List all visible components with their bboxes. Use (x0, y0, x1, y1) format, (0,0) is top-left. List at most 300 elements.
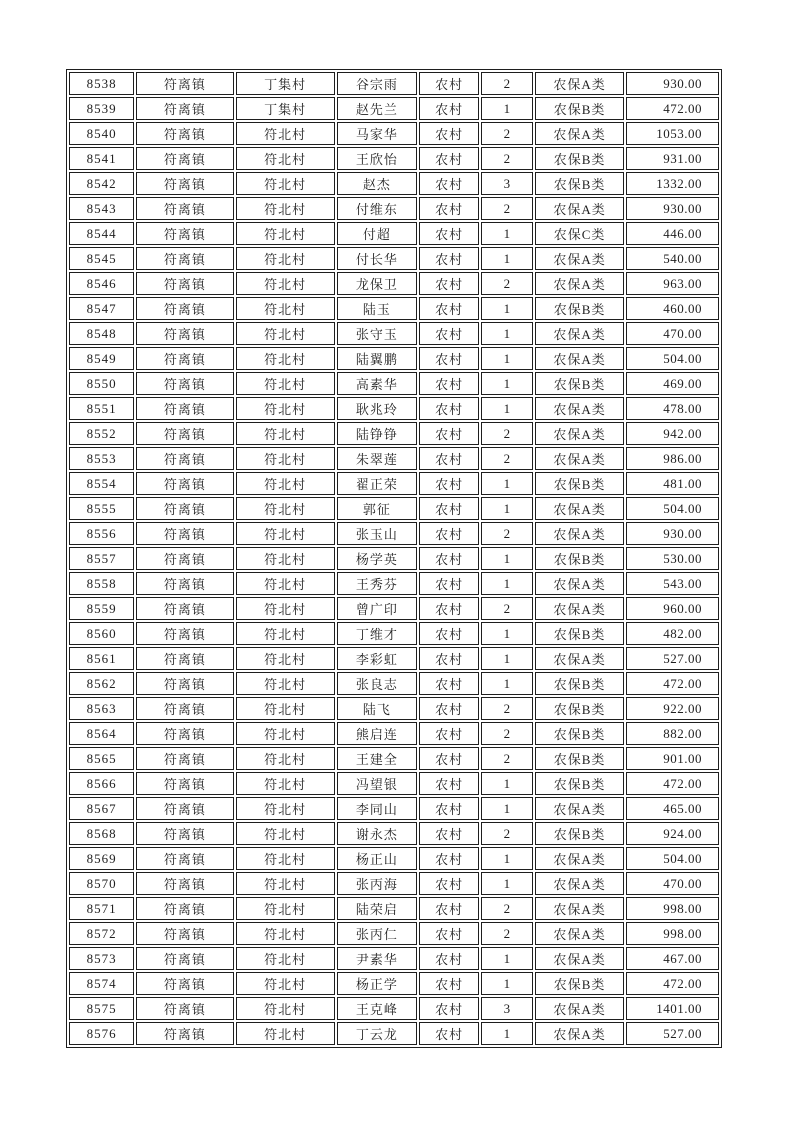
cell-person-count: 1 (481, 547, 533, 570)
cell-record-no: 8541 (69, 147, 134, 170)
cell-insurance-category: 农保B类 (535, 472, 623, 495)
table-row (69, 897, 719, 920)
table-row (69, 772, 719, 795)
cell-residence-type: 农村 (419, 372, 479, 395)
cell-village: 符北村 (236, 897, 335, 920)
cell-residence-type: 农村 (419, 672, 479, 695)
cell-record-no: 8547 (69, 297, 134, 320)
cell-person-name: 丁维才 (337, 622, 417, 645)
table-row (69, 747, 719, 770)
cell-amount: 942.00 (626, 422, 719, 445)
cell-person-count: 3 (481, 172, 533, 195)
cell-record-no: 8560 (69, 622, 134, 645)
cell-record-no: 8571 (69, 897, 134, 920)
cell-insurance-category: 农保A类 (535, 797, 623, 820)
cell-person-count: 1 (481, 322, 533, 345)
cell-amount: 460.00 (626, 297, 719, 320)
cell-insurance-category: 农保B类 (535, 722, 623, 745)
cell-record-no: 8564 (69, 722, 134, 745)
cell-town: 符离镇 (136, 822, 233, 845)
cell-person-count: 2 (481, 197, 533, 220)
cell-amount: 472.00 (626, 972, 719, 995)
cell-town: 符离镇 (136, 672, 233, 695)
cell-person-count: 1 (481, 472, 533, 495)
cell-person-name: 王欣怡 (337, 147, 417, 170)
cell-person-name: 李同山 (337, 797, 417, 820)
cell-amount: 930.00 (626, 522, 719, 545)
table-row (69, 1022, 719, 1045)
table-row (69, 72, 719, 95)
cell-insurance-category: 农保A类 (535, 872, 623, 895)
cell-insurance-category: 农保B类 (535, 697, 623, 720)
cell-person-name: 陆翼鹏 (337, 347, 417, 370)
cell-residence-type: 农村 (419, 647, 479, 670)
cell-person-count: 1 (481, 872, 533, 895)
cell-village: 符北村 (236, 622, 335, 645)
cell-amount: 901.00 (626, 747, 719, 770)
cell-amount: 504.00 (626, 497, 719, 520)
cell-village: 符北村 (236, 772, 335, 795)
cell-village: 符北村 (236, 422, 335, 445)
cell-town: 符离镇 (136, 722, 233, 745)
table-row (69, 422, 719, 445)
cell-village: 符北村 (236, 747, 335, 770)
cell-insurance-category: 农保A类 (535, 947, 623, 970)
cell-village: 符北村 (236, 572, 335, 595)
cell-person-count: 2 (481, 522, 533, 545)
table-row (69, 622, 719, 645)
cell-residence-type: 农村 (419, 922, 479, 945)
table-row (69, 222, 719, 245)
cell-record-no: 8543 (69, 197, 134, 220)
cell-person-name: 高素华 (337, 372, 417, 395)
cell-residence-type: 农村 (419, 597, 479, 620)
table-row (69, 197, 719, 220)
cell-person-name: 丁云龙 (337, 1022, 417, 1045)
cell-person-count: 2 (481, 597, 533, 620)
cell-person-count: 1 (481, 847, 533, 870)
cell-town: 符离镇 (136, 547, 233, 570)
cell-record-no: 8569 (69, 847, 134, 870)
cell-person-name: 王秀芬 (337, 572, 417, 595)
table-row (69, 522, 719, 545)
cell-person-count: 1 (481, 1022, 533, 1045)
cell-record-no: 8539 (69, 97, 134, 120)
cell-residence-type: 农村 (419, 247, 479, 270)
cell-person-name: 张丙仁 (337, 922, 417, 945)
cell-residence-type: 农村 (419, 72, 479, 95)
cell-person-count: 1 (481, 397, 533, 420)
cell-town: 符离镇 (136, 647, 233, 670)
cell-residence-type: 农村 (419, 97, 479, 120)
cell-amount: 530.00 (626, 547, 719, 570)
cell-insurance-category: 农保C类 (535, 222, 623, 245)
cell-person-count: 2 (481, 722, 533, 745)
cell-record-no: 8558 (69, 572, 134, 595)
cell-insurance-category: 农保B类 (535, 97, 623, 120)
table-row (69, 497, 719, 520)
cell-person-name: 朱翠莲 (337, 447, 417, 470)
cell-person-name: 冯望银 (337, 772, 417, 795)
cell-insurance-category: 农保A类 (535, 272, 623, 295)
cell-town: 符离镇 (136, 447, 233, 470)
cell-record-no: 8548 (69, 322, 134, 345)
table-row (69, 347, 719, 370)
cell-amount: 469.00 (626, 372, 719, 395)
cell-insurance-category: 农保A类 (535, 597, 623, 620)
table-row (69, 922, 719, 945)
cell-record-no: 8568 (69, 822, 134, 845)
cell-record-no: 8562 (69, 672, 134, 695)
cell-amount: 930.00 (626, 72, 719, 95)
cell-village: 符北村 (236, 347, 335, 370)
cell-residence-type: 农村 (419, 147, 479, 170)
cell-town: 符离镇 (136, 272, 233, 295)
cell-insurance-category: 农保B类 (535, 622, 623, 645)
cell-residence-type: 农村 (419, 847, 479, 870)
cell-person-name: 付超 (337, 222, 417, 245)
cell-person-count: 2 (481, 922, 533, 945)
cell-insurance-category: 农保B类 (535, 672, 623, 695)
cell-insurance-category: 农保A类 (535, 497, 623, 520)
cell-record-no: 8544 (69, 222, 134, 245)
cell-person-name: 尹素华 (337, 947, 417, 970)
cell-residence-type: 农村 (419, 722, 479, 745)
cell-town: 符离镇 (136, 497, 233, 520)
cell-person-name: 付维东 (337, 197, 417, 220)
cell-residence-type: 农村 (419, 122, 479, 145)
cell-village: 符北村 (236, 147, 335, 170)
cell-insurance-category: 农保A类 (535, 397, 623, 420)
cell-residence-type: 农村 (419, 622, 479, 645)
cell-record-no: 8572 (69, 922, 134, 945)
cell-village: 符北村 (236, 697, 335, 720)
cell-town: 符离镇 (136, 797, 233, 820)
cell-person-count: 1 (481, 972, 533, 995)
cell-residence-type: 农村 (419, 397, 479, 420)
cell-record-no: 8553 (69, 447, 134, 470)
cell-village: 丁集村 (236, 97, 335, 120)
cell-person-name: 耿兆玲 (337, 397, 417, 420)
table-row (69, 797, 719, 820)
cell-village: 符北村 (236, 972, 335, 995)
cell-person-name: 陆荣启 (337, 897, 417, 920)
cell-residence-type: 农村 (419, 747, 479, 770)
cell-village: 符北村 (236, 447, 335, 470)
cell-residence-type: 农村 (419, 897, 479, 920)
cell-amount: 470.00 (626, 872, 719, 895)
table-row (69, 947, 719, 970)
cell-person-name: 谷宗雨 (337, 72, 417, 95)
table-row (69, 647, 719, 670)
table-row (69, 847, 719, 870)
cell-person-name: 陆铮铮 (337, 422, 417, 445)
cell-town: 符离镇 (136, 922, 233, 945)
cell-village: 符北村 (236, 122, 335, 145)
cell-person-name: 张守玉 (337, 322, 417, 345)
cell-person-count: 1 (481, 347, 533, 370)
cell-amount: 1332.00 (626, 172, 719, 195)
cell-amount: 922.00 (626, 697, 719, 720)
cell-person-name: 陆飞 (337, 697, 417, 720)
table-row (69, 97, 719, 120)
cell-person-count: 2 (481, 272, 533, 295)
cell-town: 符离镇 (136, 347, 233, 370)
cell-residence-type: 农村 (419, 572, 479, 595)
cell-town: 符离镇 (136, 372, 233, 395)
cell-residence-type: 农村 (419, 297, 479, 320)
cell-amount: 472.00 (626, 672, 719, 695)
cell-record-no: 8554 (69, 472, 134, 495)
table-row (69, 397, 719, 420)
cell-insurance-category: 农保A类 (535, 647, 623, 670)
cell-person-count: 3 (481, 997, 533, 1020)
cell-insurance-category: 农保A类 (535, 322, 623, 345)
cell-amount: 963.00 (626, 272, 719, 295)
cell-insurance-category: 农保B类 (535, 772, 623, 795)
cell-person-name: 龙保卫 (337, 272, 417, 295)
cell-person-name: 赵杰 (337, 172, 417, 195)
cell-insurance-category: 农保B类 (535, 822, 623, 845)
cell-residence-type: 农村 (419, 497, 479, 520)
cell-person-count: 1 (481, 497, 533, 520)
cell-residence-type: 农村 (419, 772, 479, 795)
cell-residence-type: 农村 (419, 272, 479, 295)
cell-town: 符离镇 (136, 597, 233, 620)
cell-person-count: 1 (481, 572, 533, 595)
table-row (69, 997, 719, 1020)
cell-person-count: 1 (481, 672, 533, 695)
cell-person-name: 张良志 (337, 672, 417, 695)
cell-person-count: 2 (481, 447, 533, 470)
cell-record-no: 8566 (69, 772, 134, 795)
cell-person-name: 王克峰 (337, 997, 417, 1020)
cell-town: 符离镇 (136, 172, 233, 195)
cell-amount: 540.00 (626, 247, 719, 270)
cell-person-name: 谢永杰 (337, 822, 417, 845)
cell-village: 符北村 (236, 172, 335, 195)
cell-residence-type: 农村 (419, 972, 479, 995)
cell-person-name: 翟正荣 (337, 472, 417, 495)
cell-town: 符离镇 (136, 222, 233, 245)
cell-town: 符离镇 (136, 397, 233, 420)
cell-amount: 470.00 (626, 322, 719, 345)
cell-insurance-category: 农保A类 (535, 197, 623, 220)
cell-amount: 478.00 (626, 397, 719, 420)
cell-person-name: 郭征 (337, 497, 417, 520)
cell-residence-type: 农村 (419, 447, 479, 470)
cell-person-name: 曾广印 (337, 597, 417, 620)
table-row (69, 547, 719, 570)
cell-town: 符离镇 (136, 747, 233, 770)
cell-insurance-category: 农保A类 (535, 522, 623, 545)
cell-record-no: 8542 (69, 172, 134, 195)
records-table-wrapper (66, 69, 722, 1048)
cell-person-name: 杨正山 (337, 847, 417, 870)
cell-person-name: 熊启连 (337, 722, 417, 745)
cell-person-name: 李彩虹 (337, 647, 417, 670)
cell-person-count: 1 (481, 97, 533, 120)
cell-person-count: 1 (481, 622, 533, 645)
cell-person-name: 王建全 (337, 747, 417, 770)
cell-person-name: 张玉山 (337, 522, 417, 545)
cell-village: 符北村 (236, 322, 335, 345)
table-row (69, 722, 719, 745)
cell-insurance-category: 农保A类 (535, 122, 623, 145)
cell-person-count: 1 (481, 297, 533, 320)
cell-village: 符北村 (236, 597, 335, 620)
table-row (69, 572, 719, 595)
cell-person-count: 2 (481, 747, 533, 770)
cell-person-count: 1 (481, 947, 533, 970)
cell-insurance-category: 农保B类 (535, 297, 623, 320)
cell-record-no: 8576 (69, 1022, 134, 1045)
table-row (69, 147, 719, 170)
cell-record-no: 8556 (69, 522, 134, 545)
cell-amount: 481.00 (626, 472, 719, 495)
cell-amount: 465.00 (626, 797, 719, 820)
cell-amount: 1053.00 (626, 122, 719, 145)
cell-amount: 543.00 (626, 572, 719, 595)
cell-residence-type: 农村 (419, 347, 479, 370)
cell-record-no: 8559 (69, 597, 134, 620)
cell-residence-type: 农村 (419, 872, 479, 895)
cell-village: 符北村 (236, 1022, 335, 1045)
cell-village: 符北村 (236, 872, 335, 895)
cell-record-no: 8575 (69, 997, 134, 1020)
cell-insurance-category: 农保A类 (535, 897, 623, 920)
cell-village: 符北村 (236, 847, 335, 870)
cell-person-name: 马家华 (337, 122, 417, 145)
cell-town: 符离镇 (136, 147, 233, 170)
table-row (69, 297, 719, 320)
cell-amount: 931.00 (626, 147, 719, 170)
cell-insurance-category: 农保B类 (535, 972, 623, 995)
cell-insurance-category: 农保A类 (535, 247, 623, 270)
table-row (69, 697, 719, 720)
cell-insurance-category: 农保A类 (535, 1022, 623, 1045)
cell-insurance-category: 农保B类 (535, 147, 623, 170)
cell-town: 符离镇 (136, 472, 233, 495)
table-row (69, 447, 719, 470)
cell-insurance-category: 农保A类 (535, 72, 623, 95)
cell-record-no: 8549 (69, 347, 134, 370)
table-row (69, 972, 719, 995)
table-row (69, 372, 719, 395)
cell-village: 符北村 (236, 222, 335, 245)
table-row (69, 597, 719, 620)
cell-town: 符离镇 (136, 897, 233, 920)
cell-amount: 986.00 (626, 447, 719, 470)
cell-record-no: 8565 (69, 747, 134, 770)
table-row (69, 472, 719, 495)
cell-record-no: 8551 (69, 397, 134, 420)
table-row (69, 247, 719, 270)
cell-town: 符离镇 (136, 997, 233, 1020)
cell-amount: 930.00 (626, 197, 719, 220)
cell-record-no: 8563 (69, 697, 134, 720)
cell-residence-type: 农村 (419, 997, 479, 1020)
cell-amount: 998.00 (626, 897, 719, 920)
table-row (69, 122, 719, 145)
cell-person-count: 2 (481, 822, 533, 845)
cell-insurance-category: 农保A类 (535, 447, 623, 470)
cell-amount: 472.00 (626, 97, 719, 120)
table-row (69, 822, 719, 845)
cell-village: 符北村 (236, 522, 335, 545)
cell-village: 符北村 (236, 497, 335, 520)
cell-person-count: 1 (481, 222, 533, 245)
cell-amount: 504.00 (626, 347, 719, 370)
cell-town: 符离镇 (136, 122, 233, 145)
cell-insurance-category: 农保A类 (535, 847, 623, 870)
cell-residence-type: 农村 (419, 822, 479, 845)
cell-person-count: 1 (481, 772, 533, 795)
cell-record-no: 8570 (69, 872, 134, 895)
cell-amount: 527.00 (626, 647, 719, 670)
cell-person-count: 2 (481, 897, 533, 920)
table-row (69, 322, 719, 345)
cell-town: 符离镇 (136, 847, 233, 870)
cell-person-count: 2 (481, 72, 533, 95)
cell-village: 符北村 (236, 647, 335, 670)
cell-record-no: 8550 (69, 372, 134, 395)
cell-town: 符离镇 (136, 322, 233, 345)
cell-insurance-category: 农保A类 (535, 997, 623, 1020)
cell-residence-type: 农村 (419, 472, 479, 495)
cell-person-count: 1 (481, 797, 533, 820)
cell-residence-type: 农村 (419, 797, 479, 820)
cell-village: 符北村 (236, 672, 335, 695)
cell-town: 符离镇 (136, 947, 233, 970)
cell-town: 符离镇 (136, 972, 233, 995)
cell-town: 符离镇 (136, 1022, 233, 1045)
cell-village: 符北村 (236, 272, 335, 295)
cell-insurance-category: 农保A类 (535, 422, 623, 445)
cell-town: 符离镇 (136, 297, 233, 320)
cell-village: 符北村 (236, 922, 335, 945)
cell-record-no: 8538 (69, 72, 134, 95)
cell-record-no: 8574 (69, 972, 134, 995)
cell-village: 符北村 (236, 797, 335, 820)
records-table (67, 70, 721, 1047)
cell-town: 符离镇 (136, 697, 233, 720)
cell-residence-type: 农村 (419, 422, 479, 445)
cell-person-count: 1 (481, 247, 533, 270)
cell-residence-type: 农村 (419, 222, 479, 245)
cell-record-no: 8557 (69, 547, 134, 570)
cell-town: 符离镇 (136, 772, 233, 795)
cell-amount: 482.00 (626, 622, 719, 645)
cell-village: 符北村 (236, 472, 335, 495)
cell-person-name: 赵先兰 (337, 97, 417, 120)
cell-record-no: 8552 (69, 422, 134, 445)
cell-village: 符北村 (236, 822, 335, 845)
cell-person-count: 2 (481, 422, 533, 445)
cell-insurance-category: 农保B类 (535, 372, 623, 395)
cell-record-no: 8545 (69, 247, 134, 270)
cell-insurance-category: 农保A类 (535, 572, 623, 595)
table-row (69, 672, 719, 695)
cell-person-count: 1 (481, 372, 533, 395)
cell-village: 符北村 (236, 297, 335, 320)
cell-person-name: 付长华 (337, 247, 417, 270)
cell-amount: 467.00 (626, 947, 719, 970)
cell-person-count: 2 (481, 122, 533, 145)
cell-person-count: 2 (481, 147, 533, 170)
cell-town: 符离镇 (136, 422, 233, 445)
cell-insurance-category: 农保A类 (535, 922, 623, 945)
